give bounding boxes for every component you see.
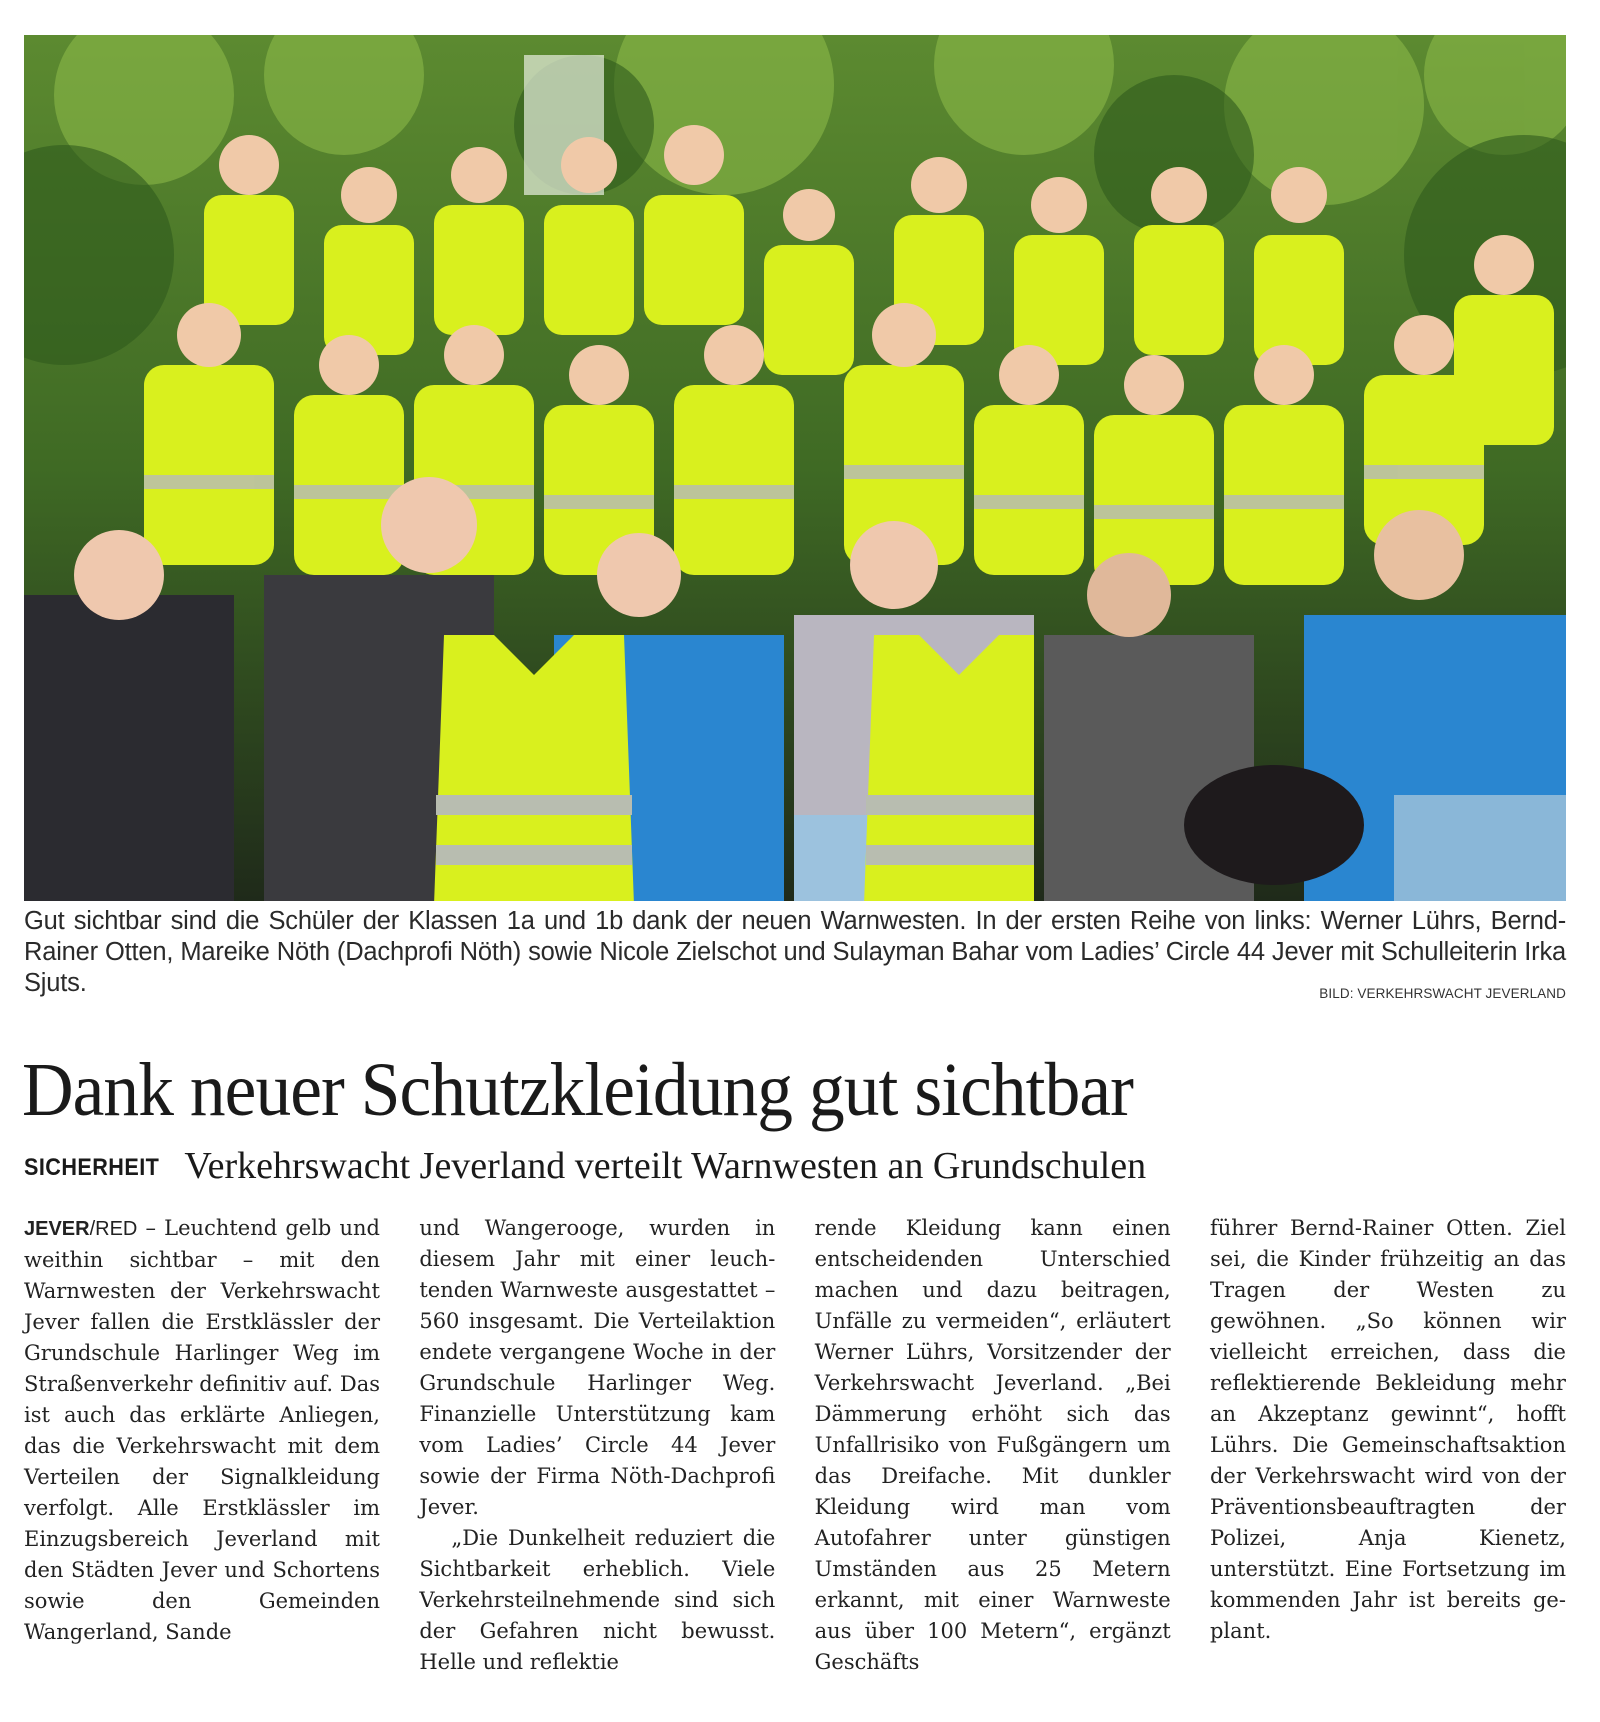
photo-credit: BILD: VERKEHRSWACHT JEVERLAND (1319, 986, 1566, 1001)
dateline: JEVER (24, 1218, 90, 1240)
article-paragraph: rende Kleidung kann einen entscheidenden Unterschied machen und dazu beitragen, Unfälle zu vermeiden“, erläutert Werner Lührs, Vorsitzender der Verkehrswacht Jeverland. „Bei Dämmerung erhöht sich das Unfallrisiko von Fußgängern um das Dreifache. Mit dunkler Kleidung wird man vom Autofahrer unter günstigen Umständen aus 25 Metern erkannt, mit einer Warnweste aus über 100 Metern“, ergänzt Geschäfts (814, 1216, 1171, 1674)
paragraph-text: – Leuchtend gelb und weithin sichtbar – mit den Warnwesten der Verkehrswacht Jever fallen die Erstklässler der Grundschule Harlinger Weg im Straßenverkehr definitiv auf. Das ist auch das erklärte Anliegen, das die Verkehrswacht mit dem Verteilen der Signalkleidung verfolgt. Alle Erstklässler im Einzugsbereich Jeverland mit den Städten Jever und Schortens sowie den Gemeinden Wangerland, Sande (24, 1216, 380, 1644)
article-paragraph: „Die Dunkelheit reduziert die Sichtbarkeit erheblich. Viele Verkehrsteilnehmende sind sich der Gefahren nicht bewusst. Helle und reflektie (419, 1526, 776, 1674)
article-kicker: SICHERHEIT (24, 1154, 160, 1181)
caption-text: Gut sichtbar sind die Schüler der Klassen 1a und 1b dank der neuen Warnwesten. In der ersten Reihe von links: Werner Lührs, Bernd-Rainer Otten, Mareike Nöth (Dachprofi Nöth) sowie Nicole Zielschot und Sulayman Bahar vom Ladies’ Circle 44 Jever mit Schulleiterin Irka Sjuts. (24, 907, 1566, 997)
article-column-3 (815, 1213, 1171, 1713)
group-photo-icon (24, 35, 1566, 901)
article-column-1 (24, 1213, 380, 1713)
article-subheadline: Verkehrswacht Jeverland verteilt Warnwesten an Grundschulen (184, 1145, 1147, 1187)
article-paragraph (24, 1213, 380, 1648)
article-paragraph: und Wangerooge, wurden in diesem Jahr mit einer leuchtenden Warnweste ausgestattet – 560 insgesamt. Die Verteilaktion endete vergangene Woche in der Grundschule Harlinger Weg. Finanzielle Unterstützung kam vom Ladies’ Circle 44 Jever sowie der Firma Nöth-Dachprofi Jever. (419, 1216, 776, 1519)
dateline-suffix: /RED (89, 1218, 138, 1240)
article-body (24, 1213, 1566, 1713)
article-paragraph: führer Bernd-Rainer Otten. Ziel sei, die Kinder frühzeitig an das Tragen der Westen zu gewöhnen. „So können wir vielleicht erreichen, dass die reflektierende Bekleidung mehr an Akzeptanz gewinnt“, hofft Lührs. Die Gemeinschaftsaktion der Verkehrswacht wird von der Präventionsbeauftragten der Polizei, Anja Kienetz, unterstützt. Eine Fortsetzung im kommenden Jahr ist bereits geplant. (1209, 1216, 1566, 1643)
article-photo (24, 35, 1566, 901)
article-headline: Dank neuer Schutzkleidung gut sichtbar (22, 1048, 1133, 1132)
article-column-4 (1210, 1213, 1566, 1713)
photo-caption (24, 906, 1566, 1009)
article-subheadline-row (24, 1144, 1584, 1193)
article-column-2 (419, 1213, 775, 1713)
